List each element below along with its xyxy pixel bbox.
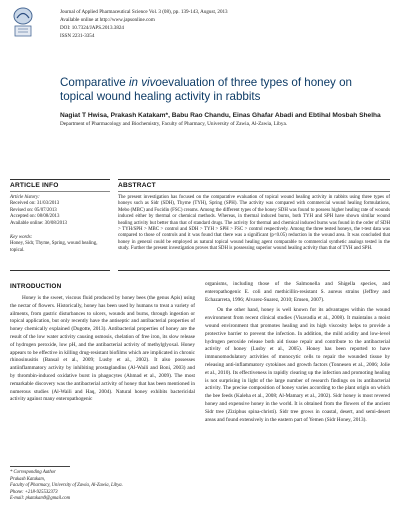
title-text-1: Comparative xyxy=(60,76,129,89)
corresponding-author xyxy=(10,470,190,503)
title-italic: in vivo xyxy=(128,76,162,89)
journal-citation: Journal of Applied Pharmaceutical Science Vol. 3 (08), pp. 139-143, August, 2013 xyxy=(60,9,228,15)
corresponding-phone: Phone: +218-925532373 xyxy=(10,489,58,495)
journal-logo-icon xyxy=(10,6,36,40)
keywords-block xyxy=(10,235,110,254)
info-bottom-rule xyxy=(10,270,110,271)
info-top-rule xyxy=(10,179,110,180)
article-info-heading: ARTICLE INFO xyxy=(10,182,59,189)
article-title xyxy=(60,76,380,104)
intro-paragraph-3: On the other hand, honey is well known for its advantages within the wound environment from recent clinical studies (Visavadia et al., 2008). It maintains a moist wound environment that promotes healing and its high viscosity helps to provide a protective barrier to prevent the infection. In addition, the mild acidity and low-level hydrogen peroxide release both aid tissue repair and contribute to the antibacterial activity of honey (Lusby et al., 2005). Honey has been reported to have immunomodulatory activities of monocytic cells to repair the wounded tissue by releasing anti-inflammatory cytokines and growth factors (Tonnesen et al., 2006; Jolie et al., 2010). Its effectiveness in rapidly clearing up the infection and promoting healing is not surprising in light of the large number of research findings on its antibacterial activity. The precise composition of honey varies according to the plant origin on which the bee feeds (Kaleha et al., 2008; Al-Mamary et al., 2002). Sidr honey is most revered honey and expensive honey in the world. It is obtained from the flowers of the ancient Sidr tree (Ziziphus spina-christi). Sidr tree grows in coastal, desert, and semi-desert areas and found extensively in the eastern part of Yemen (Sidr Honey, 2013). xyxy=(205,307,390,423)
journal-doi[interactable]: DOI: 10.7324/JAPS.2013.3824 xyxy=(60,25,124,31)
revised-date: Revised on: 05/07/2013 xyxy=(10,207,57,213)
abstract-top-rule xyxy=(118,179,390,180)
journal-url[interactable]: Available online at http://www.japsonline.com xyxy=(60,17,155,23)
corresponding-name: Prakash Katakam, xyxy=(10,476,45,482)
corresponding-address: Faculty of Pharmacy, University of Zawia, Al-Zawia, Libya. xyxy=(10,483,123,489)
intro-right-column xyxy=(205,281,390,424)
received-date: Received on: 31/03/2013 xyxy=(10,201,60,207)
abstract-mid-rule xyxy=(118,191,390,192)
journal-issn: ISSN 2231-3354 xyxy=(60,33,95,39)
keywords-list: Honey, Sidr, Thyme, Spring, wound healing, topical. xyxy=(10,241,98,253)
abstract-heading: ABSTRACT xyxy=(118,182,156,189)
online-date: Available online: 30/08/2013 xyxy=(10,220,67,226)
abstract-text: The present investigation has focused on the comparative evaluation of topical wound healing activity in rabbits using three types of honeys such as Sidr (SDH), Thyme (TYH), Spring (SPH). The activity was compared with commercial wound healing formulations, Mebo (MBC) and Fucidin (FSC) creams. Among the different types of the honey SDH was found to possess higher healing rate of wounds induced either by thermal or chemical methods. Whereas, in thermal induced burns, both TYH and SPH have shown similar wound healing activity but better than that of standard drugs. The activity for thermal and chemical induced burns was found in the order of SDH > TYH/SPH > MBC > control and SDH > TYH > SPH > FSC > control respectively. Among the three tested honeys, the t-test data was compared to those of controls and it was found that there was a significant (p<0.05) reduction in the wound area. It was concluded that honey in general could be employed as natural topical wound healing agent comparable to commercial synthetic analogs tested in the study. Further the present investigation proves that SDH is possessing superior wound healing activity than that of TYH and SPH. xyxy=(118,195,390,252)
abstract-bottom-rule xyxy=(118,270,390,271)
corresponding-email[interactable]: E-mail: pkatakam9@gmail.com xyxy=(10,496,71,502)
author-list: Nagiat T Hwisa, Prakash Katakam*, Babu Rao Chandu, Einas Ghafar Abadi and Ebtihal Mosbah Shelha xyxy=(60,112,381,119)
introduction-heading: INTRODUCTION xyxy=(10,283,62,290)
corresponding-label: * Corresponding Author xyxy=(10,470,56,475)
affiliation: Department of Pharmacology and Biochemistry, Faculty of Pharmacy, University of Zawia, Al-Zawia, Libya. xyxy=(60,121,288,127)
intro-left-column xyxy=(10,295,195,404)
journal-header xyxy=(60,8,380,40)
title-text-2: evaluation of three types of honey on topical wound healing activity in rabbits xyxy=(60,76,352,103)
keywords-label: Key words: xyxy=(10,235,33,240)
article-history xyxy=(10,195,110,227)
accepted-date: Accepted on: 08/08/2013 xyxy=(10,214,60,220)
footnote-rule xyxy=(10,466,70,467)
intro-paragraph-1: Honey is the sweet, viscous fluid produced by honey bees (the genus Apis) using the nectar of flowers. Historically, honey has been used by humans to treat a variety of ailments, from gastric disturbances to ulcers, wounds and burns, through ingestion or topical application, but only recently have the antiseptic and antibacterial properties of honey chemically explained (Dugotte, 2013). Antibacterial properties of honey are the result of the low water activity causing osmosis, chelation of free iron, its slow release of hydrogen peroxide, low pH, and the antibacterial activity of methylglyoxal. Honey appears to be effective in killing drug-resistant biofilms which are implicated in chronic rhinosinusitis (Bansal et al., 2009; Lusby et al., 2002). It also possesses antiinflammatory activity by inhibiting prostaglandins (Al-Waili and Boni, 2003) and by thrombin-induced oxidative burst in phagocytes (Ahmad et al., 2009). The most remarkable discovery was the antibacterial activity of honey that has been mentioned in numerous studies (Al-Waili and Haq, 2004). Natural honey exhibits bactericidal activity against many enteropathogenic xyxy=(10,295,195,403)
intro-paragraph-2: organisms, including those of the Salmonella and Shigella species, and enteropathogenic E. coli and methicillin-resistant S. aureus strains (Jeffrey and Echazarreta, 1996; Alvarez-Suarez, 2010; Emsen, 2007). xyxy=(205,281,390,303)
history-label: Article history: xyxy=(10,195,40,200)
info-mid-rule xyxy=(10,191,110,192)
